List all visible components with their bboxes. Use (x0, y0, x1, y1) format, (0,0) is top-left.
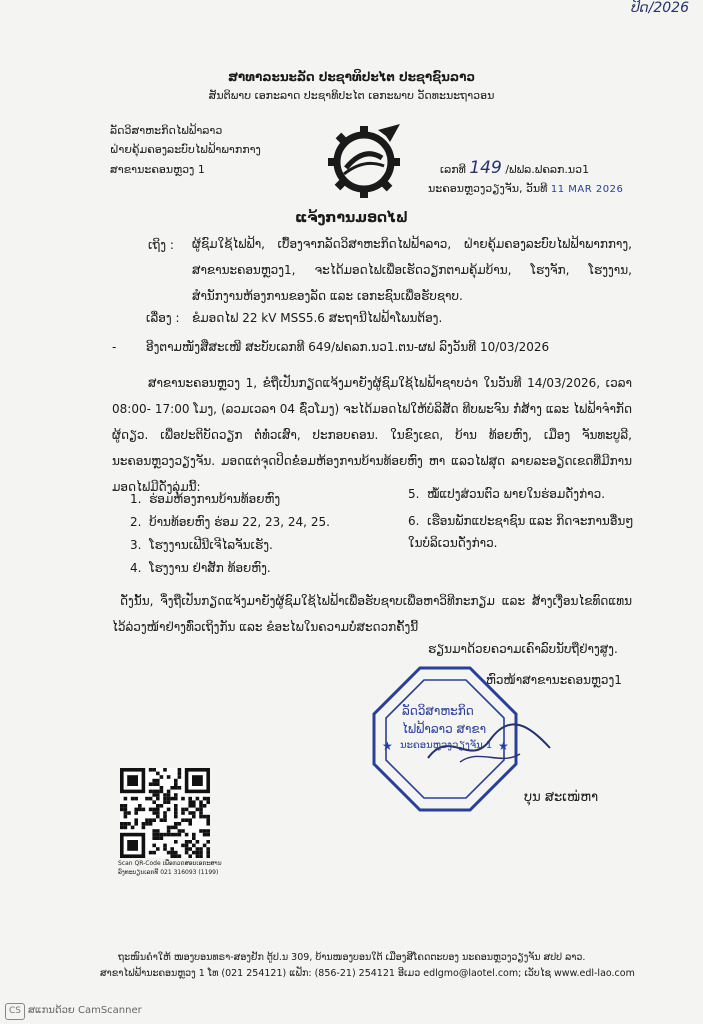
stamp-line-2: ໄຟຟ້າລາວ ສາຂາ (402, 722, 487, 736)
signer-title: ຫົວໜ້າສາຂານະຄອນຫຼວງ1 (486, 673, 622, 687)
reference-number: 149 (469, 158, 502, 178)
list-item (408, 510, 638, 554)
edl-logo-icon (326, 124, 402, 200)
list-number: 1. (130, 492, 150, 506)
handwritten-signature (420, 718, 560, 778)
national-motto: ສັນຕິພາບ ເອກະລາດ ປະຊາທິປະໄຕ ເອກະພາບ ວັດທະນະຖາວອນ (208, 89, 495, 102)
list-number: 4. (130, 561, 150, 575)
qr-caption-1: Scan QR-Code ເພື່ອກວດສອບເອກະສານ (118, 860, 222, 867)
qr-code (120, 768, 210, 858)
body-paragraph: ສາຂານະຄອນຫຼວງ 1, ຂໍຖືເປັນກຽດແຈ້ງມາຍັງຜູ້ຊົມໃຊ້ໄຟຟ້າຊາບວ່າ ໃນວັນທີ 14/03/2026, ເວລາ 08:00- 17:00 ໂມງ, (ລວມເວລາ 04 ຊົ່ວໂມງ) ຈະໄດ້ມອດໄຟໃຫ້ບໍລິສັດ ທີບພະຈົນ ກໍ່ສ້າງ ແລະ ໄຟຟ້າຈຳກັດຜູ້ດຽວ. ເພື່ອປະຕິບັດວຽກ ຕໍ່ທໍ່ວເສົາ, ປະກອບຄອນ. ໃນຂົງເຂດ, ບ້ານ ທ້ອຍຫົງ, ເມືອງ ຈັນທະບູລີ, ນະຄອນຫຼວງວຽງຈັນ. ມອດແຕ່ຈຸດປິດຂໍ່ອມຫ້ອງການບ້ານທ້ອຍຫົງ ຫາ ແລວໄຟສຸດ ລາຍລະອຽດເຂດທີ່ມີການມອດໄຟມີດັ່ງລຸ່ມນີ້: (112, 376, 632, 494)
footer-contact: ສາຂາໄຟຟ້ານະຄອນຫຼວງ 1 ໂທ (021 254121) ແຟັກ: (856-21) 254121 ອີເມວ edlgmo@laotel.com; ເວັບໄຊ www.edl-lao.com (100, 968, 635, 979)
camscanner-watermark: ສແກນດ້ວຍ CamScanner (28, 1005, 142, 1016)
list-text: ໂຮງງານ ຢ່າສັກ ທ້ອຍຫົງ. (149, 561, 271, 575)
svg-text:★: ★ (498, 739, 509, 753)
list-text: ຮ່ອມຫ້ອງການບ້ານທ້ອຍຫົງ (149, 492, 281, 506)
svg-text:★: ★ (382, 739, 393, 753)
org-division: ຝ່າຍຄຸ້ມຄອງລະບົບໄຟຟ້າພາກກາງ (110, 143, 261, 156)
stamp-line-3: ນະຄອນຫຼວງວຽງຈັນ 1 (400, 740, 493, 751)
list-number: 2. (130, 515, 150, 529)
subject-text: ຂໍມອດໄຟ 22 kV MSS5.6 ສະຖານີໄຟຟ້າໂພນຕ້ອງ. (192, 311, 443, 325)
qr-caption-2: ລົງທະບຽນເລກທີ 021 316093 (1199) (118, 869, 219, 876)
closing-paragraph: ດັ່ງນັ້ນ, ຈຶ່ງຖືເປັນກຽດແຈ້ງມາຍັງຜູ້ຊົມໃຊ້ໄຟຟ້າເພື່ອຮັບຊາບເພື່ອຫາວິທີກະກຽມ ແລະ ສ້າງເງື່ອນໄຂທົດແທນໄວ້ລ່ວງໜ້າຢ່າງທົ່ວເຖິງກັນ ແລະ ຂໍອະໄພໃນຄວາມບໍ່ສະດວກຄັ້ງນີ້ (112, 594, 632, 634)
list-text: ເຮືອນພັກແປະຊາຊົນ ແລະ ກິດຈະການອື່ນໆ ໃນບໍລິເວນດັ່ງກ່າວ. (408, 514, 634, 550)
list-item (408, 487, 605, 501)
list-number: 5. (408, 487, 428, 501)
footer-address: ຖະໜົນຄໍາໃຫ້ ໜອງບອນທຣາ-ສອງຢັກ ຕູ້ປ.ນ 309, ບ້ານໜອງບອນໃຕ້ ເມືອງສີໂຄດຕະບອງ ນະຄອນຫຼວງວຽງຈັນ ສປປ ລາວ. (118, 952, 586, 963)
list-number: 3. (130, 538, 150, 552)
stamp-line-1: ລັດວິສາຫະກິດ (402, 704, 474, 718)
corner-handwritten-note: ປິດ/2026 (631, 0, 689, 16)
reference-label: ເລກທີ (440, 163, 466, 176)
org-branch: ສາຂານະຄອນຫຼວງ 1 (110, 163, 205, 176)
regards-line: ຮຽນມາດ້ວຍຄວາມເຄົາລົບນັບຖືຢ່າງສູງ. (428, 642, 618, 656)
reference-line (440, 158, 589, 178)
list-text: ໂຮງງານເຟີນີເຈີໄລຈັນເຮັງ. (149, 538, 273, 552)
list-text: ໝໍ້ແປງສ່ວນຕົວ ພາຍໃນຮ່ອມດັ່ງກ່າວ. (427, 487, 606, 501)
to-label: ເຖິງ : (148, 238, 174, 252)
list-text: ບ້ານທ້ອຍຫົງ ຮ່ອມ 22, 23, 24, 25. (149, 515, 330, 529)
reference-suffix: /ຟຟລ.ຟຄລກ.ນວ1 (505, 163, 590, 176)
list-item (130, 561, 271, 575)
date-stamp: 11 MAR 2026 (550, 184, 624, 195)
camscanner-logo: CS (5, 1003, 25, 1020)
signer-name: ບຸນ ສະເໜ່ຫາ (524, 790, 599, 805)
list-item (130, 538, 273, 552)
signature-icon (420, 718, 560, 778)
basis-bullet: - (112, 340, 117, 354)
list-item (130, 515, 330, 529)
document-title: ແຈ້ງການມອດໄຟ (295, 210, 408, 226)
date-line (428, 182, 623, 195)
to-text: ຜູ້ຊົມໃຊ້ໄຟຟ້າ, ເບື້ອງຈາກລັດວິສາຫະກິດໄຟຟ້າລາວ, ຝ່າຍຄຸ້ມຄອງລະບົບໄຟຟ້າພາກກາງ, ສາຂານະຄອນຫຼວງ1, ຈະໄດ້ມອດໄຟເພື່ອເຮັດວຽກຕາມຄຸ້ມບ້ານ, ໂຮງຈັກ, ໂຮງງານ, ສຳນັກງານຫ້ອງການຂອງລັດ ແລະ ເອກະຊົນເພື່ອຮັບຊາບ. (192, 237, 632, 303)
edl-logo (326, 124, 402, 200)
basis-text: ອີງຕາມໜັງສືສະເໜີ ສະບັບເລກທີ 649/ຟຄລກ.ນວ1.ຕນ-ຜຟ ລົງວັນທີ 10/03/2026 (146, 340, 550, 354)
org-name: ລັດວິສາຫະກິດໄຟຟ້າລາວ (110, 124, 223, 137)
qr-code-icon (120, 768, 210, 858)
nation-heading: ສາທາລະນະລັດ ປະຊາທິປະໄຕ ປະຊາຊົນລາວ (227, 70, 476, 84)
date-label: ນະຄອນຫຼວງວຽງຈັນ, ວັນທີ (428, 182, 548, 195)
subject-label: ເລື່ອງ : (146, 311, 180, 325)
list-number: 6. (408, 514, 428, 528)
list-item (130, 492, 280, 506)
